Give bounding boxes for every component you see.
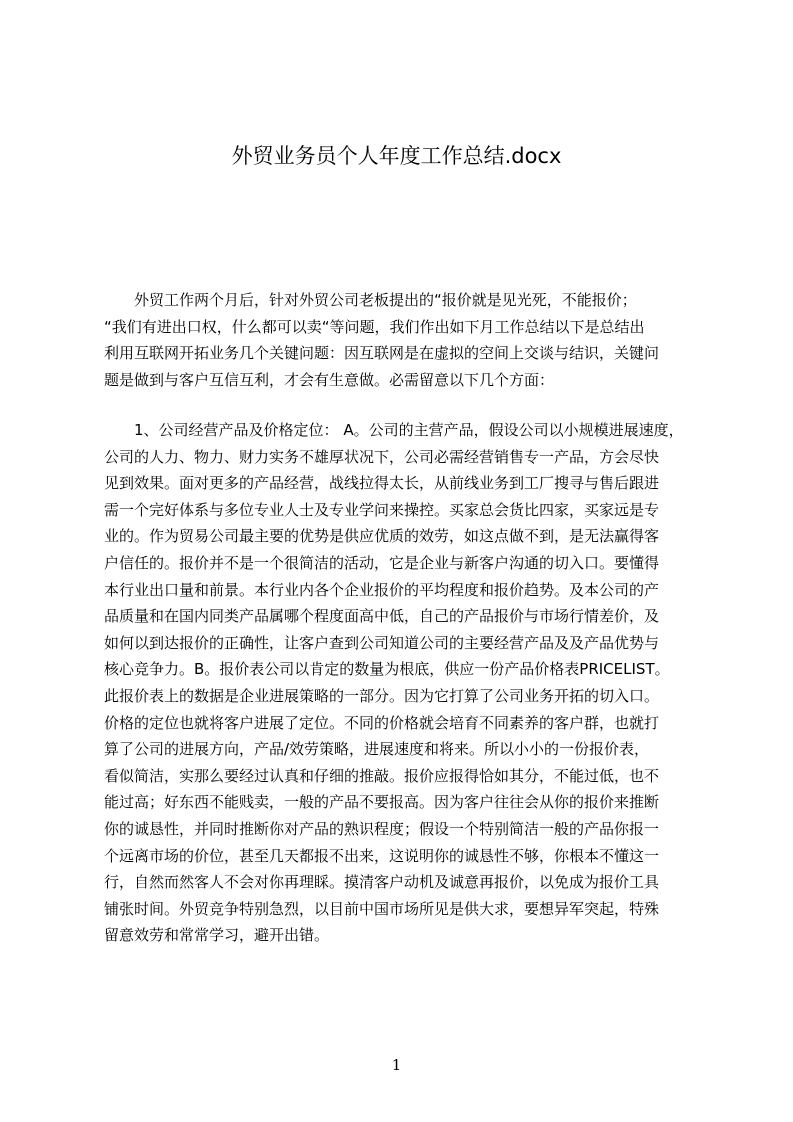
text-line: 题是做到与客户互信互利，才会有生意做。必需留意以下几个方面： — [104, 370, 555, 389]
text-line: 价格的定位也就将客户进展了定位。不同的价格就会培育不同素养的客户群，也就打 — [104, 713, 660, 732]
text-line: 业的。作为贸易公司最主要的优势是供应优质的效劳，如这点做不到，是无法赢得客 — [104, 527, 660, 546]
text-line: 品质量和在国内同类产品属哪个程度面高中低，自己的产品报价与市场行情差价，及 — [104, 607, 660, 626]
text-line: 核心竞争力。B。报价表公司以肯定的数量为根底，供应一份产品价格表PRICELIST。 — [104, 660, 670, 679]
page-number: 1 — [391, 1056, 402, 1074]
text-line: 户信任的。报价并不是一个很简洁的活动，它是企业与新客户沟通的切入口。要懂得 — [104, 553, 660, 572]
text-line: 能过高；好东西不能贱卖，一般的产品不要报高。因为客户往往会从你的报价来推断 — [104, 793, 660, 812]
text-line: 本行业出口量和前景。本行业内各个企业报价的平均程度和报价趋势。及本公司的产 — [104, 580, 660, 599]
text-line: 如何以到达报价的正确性，让客户查到公司知道公司的主要经营产品及及产品优势与 — [104, 633, 660, 652]
text-line: 留意效劳和常常学习，避开出错。 — [104, 926, 330, 945]
text-line: 铺张时间。外贸竞争特别急烈，以目前中国市场所见是供大求，要想异军突起，特殊 — [104, 899, 660, 918]
section-1-paragraph — [104, 417, 704, 949]
text-line: 利用互联网开拓业务几个关键问题：因互联网是在虚拟的空间上交谈与结识，关键问 — [104, 344, 660, 363]
text-line: 外贸工作两个月后，针对外贸公司老板提出的“报价就是见光死，不能报价； — [104, 291, 637, 309]
text-line: 公司的人力、物力、财力实务不雄厚状况下，公司必需经营销售专一产品，方会尽快 — [104, 447, 660, 466]
document-title: 外贸业务员个人年度工作总结.docx — [231, 144, 562, 168]
intro-paragraph — [104, 287, 704, 393]
text-line: 算了公司的进展方向，产品/效劳策略，进展速度和将来。所以小小的一份报价表， — [104, 740, 650, 759]
text-line: 个远离市场的价位，甚至几天都报不出来，这说明你的诚恳性不够，你根本不懂这一 — [104, 846, 660, 865]
text-line: 此报价表上的数据是企业进展策略的一部分。因为它打算了公司业务开拓的切入口。 — [104, 686, 660, 705]
text-line: 需一个完好体系与多位专业人士及专业学问来操控。买家总会货比四家，买家远是专 — [104, 500, 660, 519]
text-line: 看似简洁，实那么要经过认真和仔细的推敲。报价应报得恰如其分，不能过低，也不 — [104, 766, 660, 785]
text-line: 你的诚恳性，并同时推断你对产品的熟识程度；假设一个特别简洁一般的产品你报一 — [104, 819, 660, 838]
text-line: 1、公司经营产品及价格定位： A。公司的主营产品，假设公司以小规模进展速度， — [104, 421, 684, 439]
text-line: 见到效果。面对更多的产品经营，战线拉得太长，从前线业务到工厂搜寻与售后跟进 — [104, 474, 660, 493]
text-line: 行，自然而然客人不会对你再理睬。摸清客户动机及诚意再报价，以免成为报价工具 — [104, 873, 660, 892]
text-line: “我们有进出口权，什么都可以卖“等问题，我们作出如下月工作总结以下是总结出 — [104, 317, 645, 336]
